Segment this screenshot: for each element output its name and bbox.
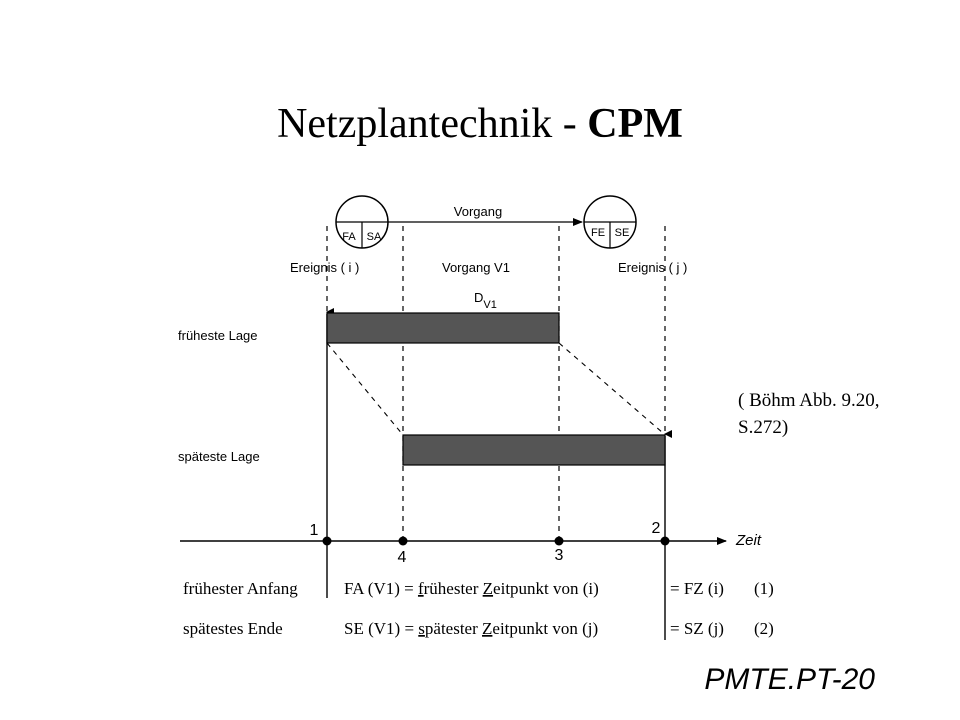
- source-note: [738, 387, 879, 441]
- axis-point-2-label: 2: [651, 520, 661, 537]
- node-i: [336, 196, 388, 248]
- event-j-label: Ereignis ( j ): [618, 260, 688, 275]
- formula-2-number: (2): [754, 619, 774, 638]
- axis-point-3: [555, 537, 564, 546]
- formula-2-underlined-z: Z: [482, 619, 493, 638]
- earliest-position-bar: [327, 313, 559, 343]
- axis-point-1: [323, 537, 332, 546]
- latest-position-bar: [403, 435, 665, 465]
- formula-1-mid2: eitpunkt von (i): [493, 579, 599, 598]
- event-i-label: Ereignis ( i ): [290, 260, 360, 275]
- node-i-fa-label: FA: [342, 231, 356, 243]
- axis-point-1-label: 1: [309, 522, 319, 539]
- node-j-se-label: SE: [614, 227, 630, 239]
- title-prefix: Netzplantechnik -: [277, 101, 588, 147]
- formula-1-rhs: = FZ (i): [670, 579, 724, 598]
- formula-1-number: (1): [754, 579, 774, 598]
- axis-point-4-label: 4: [397, 549, 407, 566]
- formula-1-underlined-z: Z: [482, 579, 494, 598]
- formula-2-term: spätestes Ende: [183, 619, 283, 638]
- formula-1-underlined-initial: f: [417, 579, 424, 598]
- node-i-sa-label: SA: [366, 231, 382, 243]
- formula-2-underlined-initial: s: [418, 619, 425, 638]
- node-j-fe-label: FE: [590, 227, 606, 239]
- formula-2-mid2: eitpunkt von (j): [492, 619, 599, 638]
- formula-2-rhs: = SZ (j): [670, 619, 724, 638]
- formula-2-expression: [344, 619, 598, 638]
- axis-point-2: [661, 537, 670, 546]
- source-note-line-1: ( Böhm Abb. 9.20,: [738, 390, 880, 411]
- duration-label-main: D: [474, 290, 484, 305]
- duration-label-sub: V1: [483, 299, 497, 311]
- axis-point-3-label: 3: [554, 547, 564, 564]
- formula-1-mid1: rühester: [423, 579, 483, 598]
- source-note-line-2: S.272): [738, 417, 789, 438]
- latest-position-label: späteste Lage: [178, 449, 260, 464]
- slide-id: PMTE.PT-20: [704, 663, 875, 696]
- formula-1-lhs: FA (V1) =: [344, 579, 418, 598]
- formula-2: [183, 619, 774, 638]
- activity-v1-label: Vorgang V1: [442, 260, 510, 275]
- axis-point-4: [399, 537, 408, 546]
- shift-line-end: [559, 343, 663, 433]
- activity-arrow-label: Vorgang: [453, 204, 503, 219]
- formula-1: [183, 579, 774, 598]
- formula-1-expression: [344, 579, 599, 598]
- formula-2-mid1: pätester: [424, 619, 483, 638]
- earliest-position-label: früheste Lage: [178, 328, 258, 343]
- time-axis-label: Zeit: [736, 532, 762, 549]
- node-j: [584, 196, 636, 248]
- duration-label: [474, 290, 497, 311]
- title-emphasis: CPM: [587, 101, 683, 147]
- formula-1-term: frühester Anfang: [183, 579, 298, 598]
- formula-2-lhs: SE (V1) =: [344, 619, 419, 638]
- shift-line-start: [327, 343, 403, 435]
